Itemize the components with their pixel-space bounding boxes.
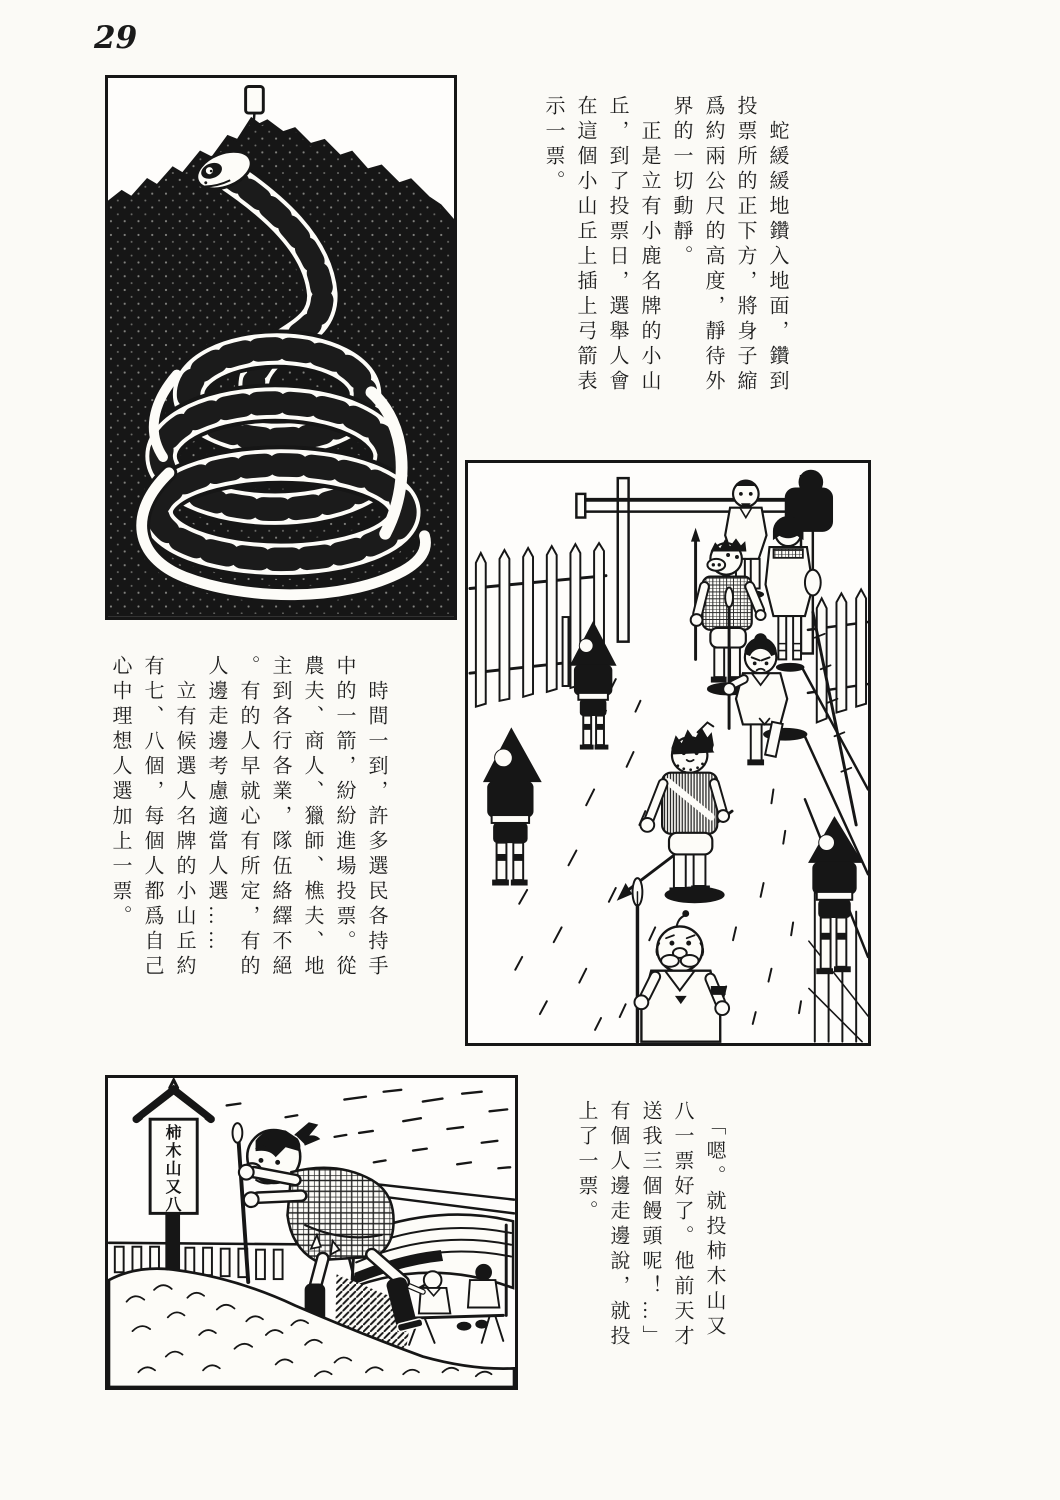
- dialogue-block-bottom: [570, 1100, 730, 1365]
- text-column: 時間一到，許多選民各持手: [365, 655, 387, 980]
- text-column: 人邊走邊考慮適當人選……: [205, 655, 227, 955]
- text-column: 正是立有小鹿名牌的小山: [638, 95, 660, 395]
- figure-guard-2: [484, 728, 541, 885]
- text-column: 。有的人早就心有所定，有的: [237, 655, 259, 980]
- text-column: 中的一箭，紛紛進場投票。從: [333, 655, 355, 980]
- text-column: 「嗯。就投柿木山又: [703, 1100, 725, 1340]
- text-column: 示一票。: [542, 95, 564, 195]
- text-column: 蛇緩緩地鑽入地面，鑽到: [766, 95, 788, 395]
- text-column: 農夫、商人、獵師、樵夫、地: [301, 655, 323, 980]
- text-column: 有個人邊走邊說，就投: [607, 1100, 629, 1350]
- text-column: 立有候選人名牌的小山丘約: [173, 655, 195, 980]
- narration-block-top: [537, 95, 793, 415]
- narration-block-middle: [104, 655, 392, 995]
- snake-mountain-illustration: [108, 78, 454, 617]
- text-column: 主到各行各業，隊伍絡繹不絕: [269, 655, 291, 980]
- text-column: 心中理想人選加上一票。: [109, 655, 131, 930]
- text-column: 送我三個饅頭呢！…」: [639, 1100, 661, 1350]
- page-number: 29: [94, 20, 138, 56]
- text-column: 界的一切動靜。: [670, 95, 692, 270]
- peak-name-plate: [246, 87, 264, 125]
- text-column: 上了一票。: [575, 1100, 597, 1225]
- text-column: 在這個小山丘上插上弓箭表: [574, 95, 596, 395]
- text-column: 有七、八個，每個人都爲自己: [141, 655, 163, 980]
- text-column: 爲約兩公尺的高度，靜待外: [702, 95, 724, 395]
- text-column: 八一票好了。他前天才: [671, 1100, 693, 1350]
- voters-procession-illustration: [468, 463, 868, 1043]
- right-fence: [803, 589, 868, 1041]
- candidate-sign-text: 柿木山又八: [163, 1124, 180, 1214]
- panel-snake-mountain: [105, 75, 457, 620]
- text-column: 投票所的正下方，將身子縮: [734, 95, 756, 395]
- figure-old-man: [633, 878, 730, 1042]
- figure-striped-vest-man: [618, 722, 732, 902]
- panel-voters-procession: [465, 460, 871, 1046]
- text-column: 丘，到了投票日，選舉人會: [606, 95, 628, 395]
